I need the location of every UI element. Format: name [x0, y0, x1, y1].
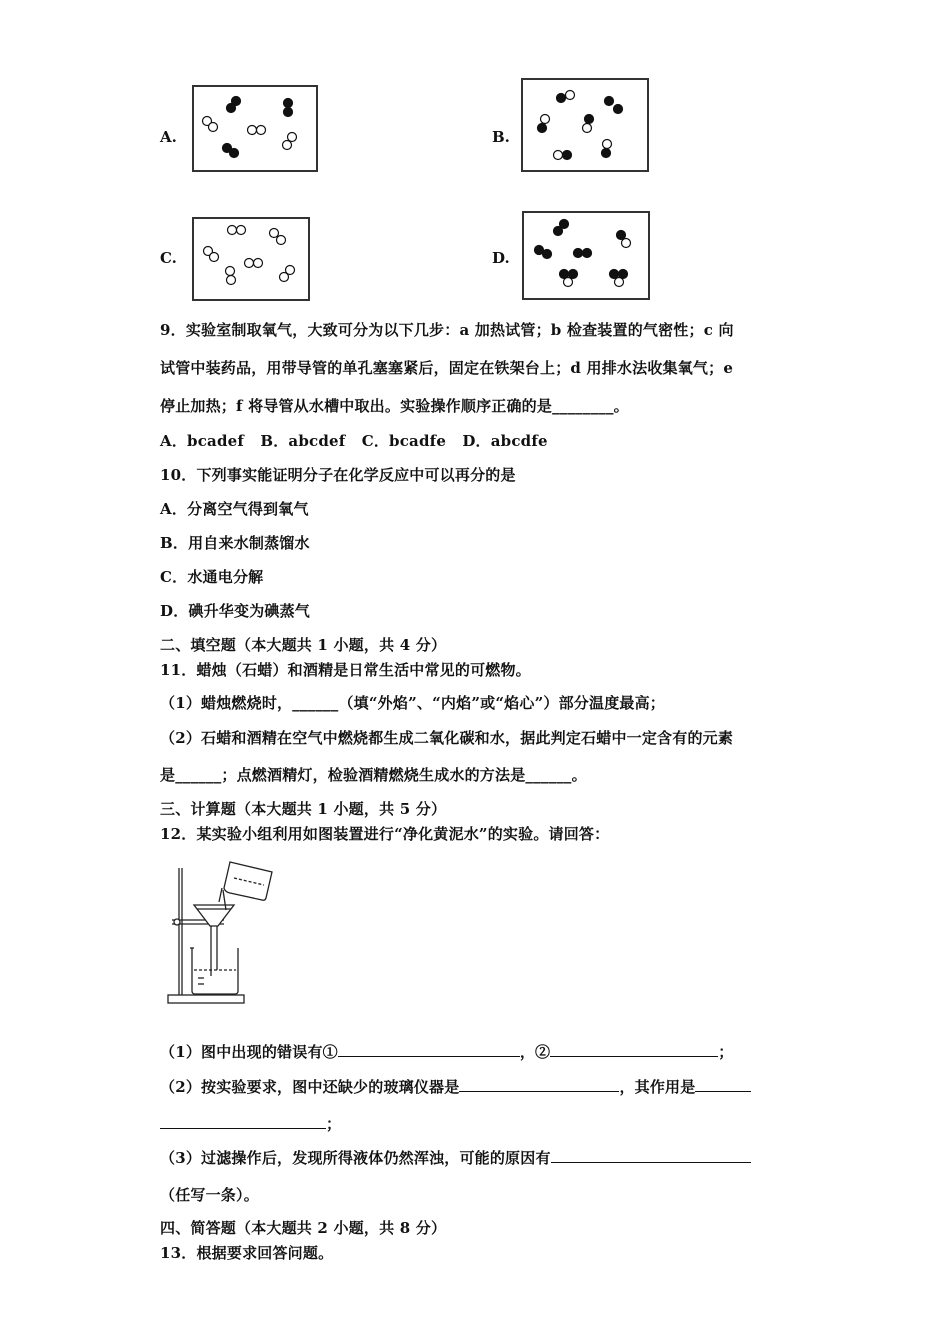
q11-part-1: （1）蜡烛燃烧时，______（填“外焰”、“内焰”或“焰心”）部分温度最高；	[160, 694, 666, 712]
molecule-diagram-c	[192, 217, 310, 301]
molecule-svg-c	[194, 219, 308, 299]
option-label-c: C.	[160, 249, 177, 267]
molecule-diagram-a	[192, 85, 318, 172]
q12-part-2-continued	[160, 1114, 341, 1134]
q11-stem: 11．蜡烛（石蜡）和酒精是日常生活中常见的可燃物。	[160, 661, 531, 679]
molecule-diagram-b	[521, 78, 649, 172]
q12-part-1-mid: ，②	[519, 1043, 551, 1061]
molecule-svg-a	[194, 87, 316, 170]
section-3-heading: 三、计算题（本大题共 1 小题，共 5 分）	[160, 800, 447, 818]
q11-part-2-line-1: （2）石蜡和酒精在空气中燃烧都生成二氧化碳和水，据此判定石蜡中一定含有的元素	[160, 729, 734, 747]
q9-line-1: 9．实验室制取氧气，大致可分为以下几步：a 加热试管；b 检查装置的气密性；c 向	[160, 321, 734, 339]
q10-stem: 10．下列事实能证明分子在化学反应中可以再分的是	[160, 466, 516, 484]
filtration-apparatus-svg	[164, 858, 276, 1008]
molecule-svg-b	[523, 80, 647, 170]
q10-option-a: A．分离空气得到氧气	[160, 500, 309, 518]
q10-option-d: D．碘升华变为碘蒸气	[160, 602, 311, 620]
q12-part-1-prefix: （1）图中出现的错误有①	[160, 1043, 338, 1061]
q10-option-c: C．水通电分解	[160, 568, 264, 586]
q9-line-2: 试管中装药品，用带导管的单孔塞塞紧后，固定在铁架台上；d 用排水法收集氧气；e	[160, 359, 734, 377]
q12-part-2-mid: ，其作用是	[619, 1078, 696, 1096]
q12-answer-blank-1[interactable]	[338, 1042, 520, 1057]
q12-part-2-prefix: （2）按实验要求，图中还缺少的玻璃仪器是	[160, 1078, 460, 1096]
q12-answer-blank-3[interactable]	[459, 1077, 619, 1092]
q12-stem: 12．某实验小组利用如图装置进行“净化黄泥水”的实验。请回答：	[160, 825, 610, 843]
q11-part-2-line-2: 是______；点燃酒精灯，检验酒精燃烧生成水的方法是______。	[160, 766, 587, 784]
option-label-a: A.	[160, 128, 177, 146]
q12-part-2-end: ；	[326, 1115, 342, 1133]
q12-part-1-end: ；	[718, 1043, 734, 1061]
molecule-diagram-d	[522, 211, 650, 300]
section-2-heading: 二、填空题（本大题共 1 小题，共 4 分）	[160, 636, 447, 654]
q12-part-2	[160, 1077, 751, 1097]
molecule-svg-d	[524, 213, 648, 298]
q12-part-3-end: （任写一条）。	[160, 1186, 259, 1204]
q10-option-b: B．用自来水制蒸馏水	[160, 534, 310, 552]
option-label-d: D.	[492, 249, 510, 267]
q12-part-1	[160, 1042, 733, 1062]
q12-part-3	[160, 1148, 751, 1168]
filtration-apparatus-figure	[164, 858, 276, 1008]
option-label-b: B.	[492, 128, 510, 146]
q9-line-3: 停止加热；f 将导管从水槽中取出。实验操作顺序正确的是________。	[160, 397, 629, 415]
q12-answer-blank-4b[interactable]	[160, 1114, 326, 1129]
section-4-heading: 四、简答题（本大题共 2 小题，共 8 分）	[160, 1219, 447, 1237]
q12-part-3-prefix: （3）过滤操作后，发现所得液体仍然浑浊，可能的原因有	[160, 1149, 551, 1167]
q12-answer-blank-2[interactable]	[550, 1042, 718, 1057]
q12-answer-blank-4a[interactable]	[695, 1077, 751, 1092]
q12-answer-blank-5[interactable]	[551, 1148, 751, 1163]
q13-stem: 13．根据要求回答问题。	[160, 1244, 334, 1262]
q9-options: A．bcadef B．abcdef C．bcadfe D．abcdfe	[160, 432, 548, 450]
